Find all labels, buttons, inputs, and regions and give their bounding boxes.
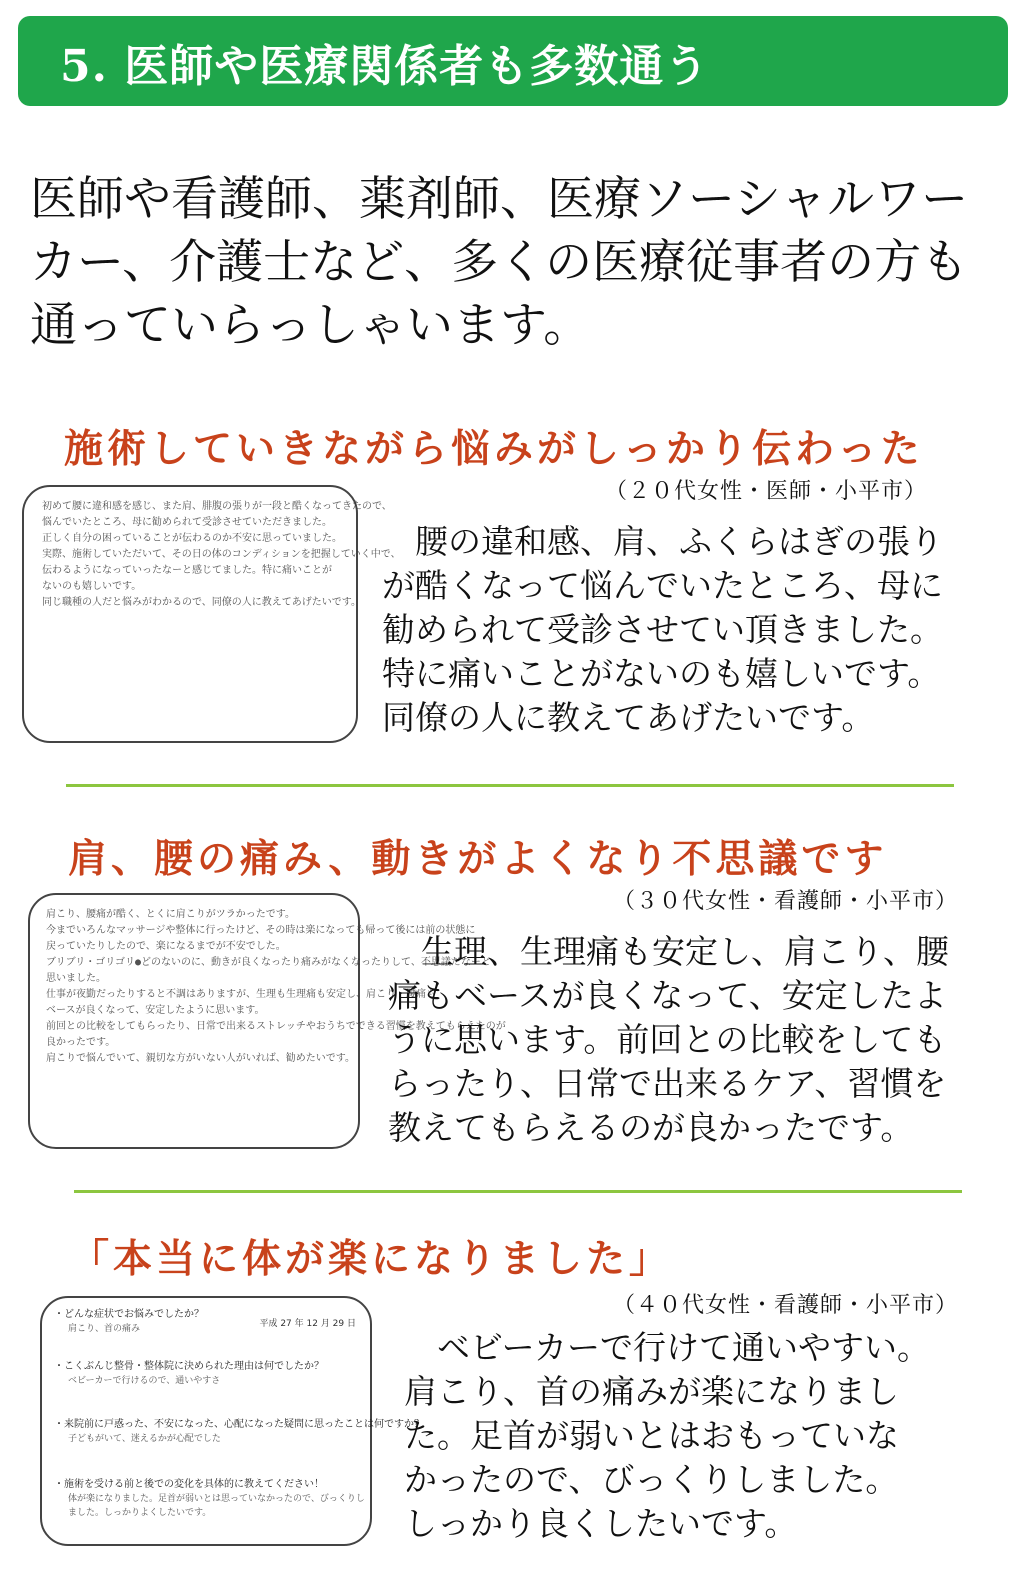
handwritten-line: 思いました。 [46,973,106,984]
handwritten-line: 同じ職種の人だと悩みがわかるので、同僚の人に教えてあげたいです。 [42,597,361,608]
section-header [18,16,1008,106]
handwritten-line: 伝わるようになっていったなーと感じてました。特に痛いことが [42,565,332,576]
body-line: うに思います。前回との比較をしても [388,1020,947,1059]
testimonial-title: 肩、腰の痛み、動きがよくなり不思議です [68,837,888,882]
section-divider [74,1190,962,1193]
handwritten-line: 肩こりで悩んでいて、親切な方がいない人がいれば、勧めたいです。 [46,1053,355,1064]
form-answer: 体が楽になりました。足首が弱いとは思っていなかったので、びっくりしました。しっかりよくしたいです。 [68,1494,365,1518]
form-question: ・どんな症状でお悩みでしたか？ [54,1309,204,1320]
form-answer: 肩こり、首の痛み [68,1324,141,1334]
handwritten-line: ないのも嬉しいです。 [42,581,142,592]
testimonial-attribution: （３０代女性・看護師・小平市） [613,889,959,914]
section-divider [66,784,954,787]
form-question: ・こくぶんじ整骨・整体院に決められた理由は何でしたか？ [54,1361,324,1372]
body-line: た。足首が弱いとはおもっていな [404,1416,899,1455]
body-line: 腰の違和感、肩、ふくらはぎの張り [382,522,943,561]
handwritten-line: 悩んでいたところ、母に勧められて受診させていただきました。 [42,517,332,528]
body-line: 痛もベースが良くなって、安定したよ [388,976,947,1015]
handwritten-line: 戻っていたりしたので、楽になるまでが不安でした。 [46,941,286,952]
testimonial-attribution: （４０代女性・看護師・小平市） [613,1293,959,1318]
body-line: かったので、びっくりしました。 [404,1460,899,1499]
handwritten-line: 今までいろんなマッサージや整体に行ったけど、その時は楽になっても帰って後には前の状態に [46,925,476,936]
handwritten-line: 肩こり、腰痛が酷く、とくに肩こりがツラかったです。 [46,909,295,920]
handwritten-card [28,893,506,1149]
testimonial-body [404,1326,930,1546]
body-line: ベビーカーで行けて通いやすい。 [404,1328,931,1367]
body-line: 生理、生理痛も安定し、肩こり、腰 [388,932,949,971]
form-question: ・施術を受ける前と後での変化を具体的に教えてください！ [54,1479,324,1490]
body-line: 勧められて受診させてい頂きました。 [382,610,943,649]
form-question: ・来院前に戸惑った、不安になった、心配になった疑問に思ったことは何ですか？ [54,1419,424,1430]
testimonial-attribution: （２０代女性・医師・小平市） [605,479,928,504]
testimonial-title: 施術していきながら悩みがしっかり伝わった [64,427,924,472]
form-answer: 子どもがいて、迷えるかが心配でした [68,1434,221,1444]
handwritten-line: 実際、施術していただいて、その日の体のコンディションを把握していく中で、 [42,549,401,560]
intro-line: 医師や看護師、薬剤師、医療ソーシャルワー [30,172,969,227]
body-line: らったり、日常で出来るケア、習慣を [388,1064,947,1103]
body-line: 教えてもらえるのが良かったです。 [388,1108,914,1147]
handwritten-line: 前回との比較をしてもらったり、日常で出来るストレッチやおうちでできる習慣を教えてもらえたのが [46,1021,506,1032]
testimonial-body [382,520,943,740]
intro-line: 通っていらっしゃいます。 [30,298,591,353]
handwritten-line: 仕事が夜勤だったりすると不調はありますが、生理も生理痛も安定し、肩こり・腰痛も [46,989,436,1000]
handwritten-line: 良かったです。 [46,1037,116,1048]
handwritten-line: 正しく自分の困っていることが伝わるのか不安に思っていました。 [42,533,342,544]
body-line: 肩こり、首の痛みが楽になりまし [404,1372,899,1411]
handwritten-line: ブリブリ・ゴリゴリ●どのないのに、動きが良くなったり痛みがなくなったりして、不思議だなーと [46,957,491,968]
form-date: 平成 27 年 12 月 29 日 [259,1319,356,1329]
body-line: 同僚の人に教えてあげたいです。 [382,698,875,737]
handwritten-card [22,485,401,743]
body-line: が酷くなって悩んでいたところ、母に [382,566,943,605]
testimonial-title: 「本当に体が楽になりました」 [70,1237,673,1282]
intro-line: カー、介護士など、多くの医療従事者の方も [30,235,969,290]
form-answer: ベビーカーで行けるので、通いやすさ [68,1376,221,1386]
survey-form-card [40,1296,424,1546]
body-line: しっかり良くしたいです。 [404,1504,798,1543]
intro-text [30,168,1000,357]
handwritten-line: 初めて腰に違和感を感じ、また肩、腓腹の張りが一段と酷くなってきたので、 [42,501,392,512]
section-title: 5. 医師や医療関係者も多数通う [60,41,710,92]
form-question-block [54,1360,360,1388]
body-line: 特に痛いことがないのも嬉しいです。 [382,654,941,693]
handwritten-line: ベースが良くなって、安定したように思います。 [46,1005,265,1016]
form-question-block [54,1478,365,1520]
form-question-block [54,1418,424,1446]
testimonial-body [388,930,949,1150]
